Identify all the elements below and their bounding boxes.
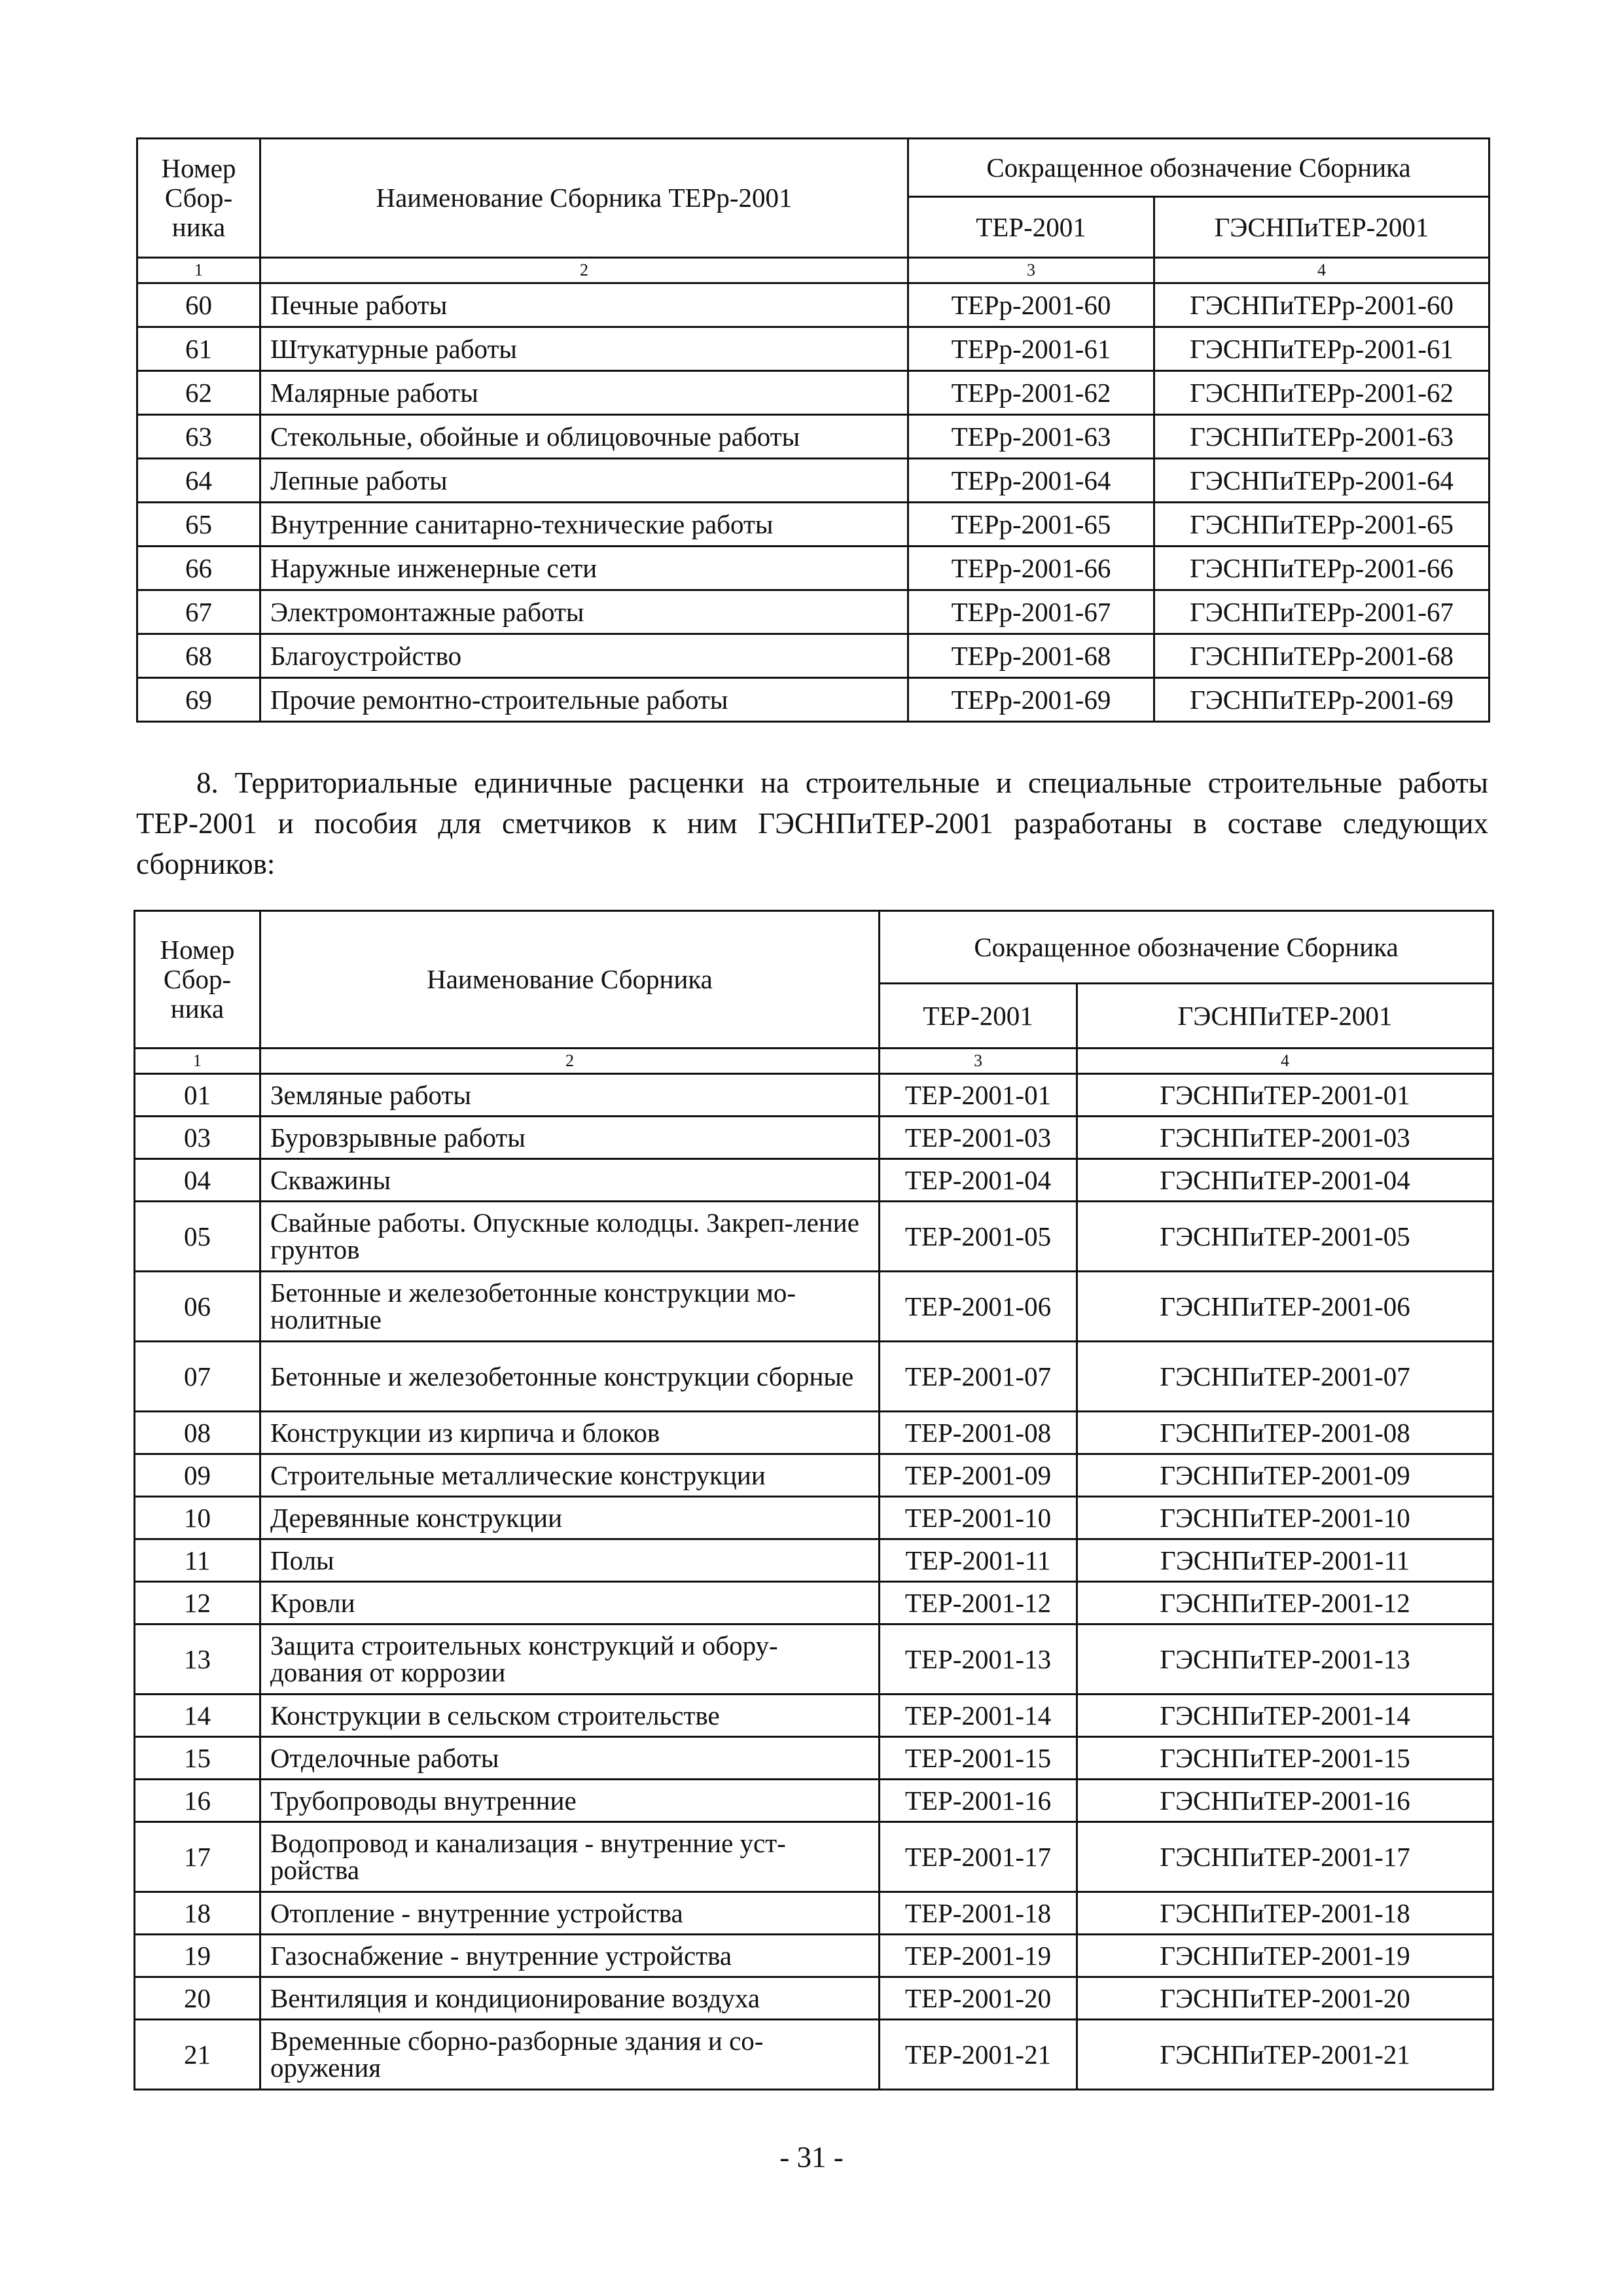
row-gesn-code: ГЭСНПиТЕР-2001-03 — [1077, 1117, 1493, 1159]
row-gesn-code: ГЭСНПиТЕР-2001-08 — [1077, 1412, 1493, 1454]
page-number: - 31 - — [779, 2141, 844, 2174]
row-ter-code: ТЕРр-2001-68 — [908, 634, 1154, 678]
row-ter-code: ТЕРр-2001-64 — [908, 459, 1154, 503]
row-ter-code: ТЕРр-2001-63 — [908, 415, 1154, 459]
row-gesn-code: ГЭСНПиТЕРр-2001-67 — [1154, 590, 1489, 634]
row-name: Прочие ремонтно-строительные работы — [260, 678, 908, 722]
table-row — [137, 590, 1489, 634]
row-gesn-code: ГЭСНПиТЕР-2001-06 — [1077, 1272, 1493, 1342]
row-ter-code: ТЕРр-2001-60 — [908, 283, 1154, 327]
column-index: 4 — [1154, 258, 1489, 283]
row-gesn-code: ГЭСНПиТЕРр-2001-65 — [1154, 503, 1489, 547]
row-number: 16 — [135, 1780, 260, 1822]
column-index: 3 — [880, 1049, 1077, 1074]
row-name: Бетонные и железобетонные конструкции мо-нолитные — [260, 1272, 880, 1342]
section-paragraph: 8. Территориальные единичные расценки на строительные и специальные строительные работы ТЕР-2001 и пособия для сметчиков к ним ГЭСНПиТЕР-2001 разработаны в составе следующих сборников: — [136, 766, 1488, 880]
table-row — [135, 1737, 1493, 1780]
row-ter-code: ТЕРр-2001-65 — [908, 503, 1154, 547]
row-name: Скважины — [260, 1159, 880, 1202]
row-ter-code: ТЕРр-2001-67 — [908, 590, 1154, 634]
row-gesn-code: ГЭСНПиТЕР-2001-16 — [1077, 1780, 1493, 1822]
row-ter-code: ТЕР-2001-08 — [880, 1412, 1077, 1454]
row-ter-code: ТЕР-2001-15 — [880, 1737, 1077, 1780]
header-name: Наименование Сборника — [260, 911, 880, 1049]
row-number: 63 — [137, 415, 260, 459]
row-gesn-code: ГЭСНПиТЕРр-2001-61 — [1154, 327, 1489, 371]
row-ter-code: ТЕР-2001-17 — [880, 1822, 1077, 1892]
table-row — [135, 1624, 1493, 1695]
row-ter-code: ТЕР-2001-04 — [880, 1159, 1077, 1202]
row-gesn-code: ГЭСНПиТЕР-2001-21 — [1077, 2020, 1493, 2090]
row-gesn-code: ГЭСНПиТЕР-2001-12 — [1077, 1582, 1493, 1624]
row-name: Защита строительных конструкций и обору-дования от коррозии — [260, 1624, 880, 1695]
table-row — [137, 371, 1489, 415]
row-number: 06 — [135, 1272, 260, 1342]
column-index-row — [137, 258, 1489, 283]
table-row — [135, 1342, 1493, 1412]
header-ter: ТЕР-2001 — [880, 984, 1077, 1049]
row-name: Свайные работы. Опускные колодцы. Закреп-ление грунтов — [260, 1202, 880, 1272]
row-ter-code: ТЕР-2001-18 — [880, 1892, 1077, 1935]
row-number: 60 — [137, 283, 260, 327]
row-number: 05 — [135, 1202, 260, 1272]
row-number: 13 — [135, 1624, 260, 1695]
row-number: 15 — [135, 1737, 260, 1780]
row-ter-code: ТЕР-2001-10 — [880, 1497, 1077, 1539]
row-ter-code: ТЕР-2001-20 — [880, 1977, 1077, 2020]
row-gesn-code: ГЭСНПиТЕР-2001-20 — [1077, 1977, 1493, 2020]
table-row — [137, 459, 1489, 503]
table-row — [135, 1935, 1493, 1977]
header-number: Номер Сбор-ника — [137, 139, 260, 258]
row-name: Лепные работы — [260, 459, 908, 503]
table-row — [137, 547, 1489, 590]
row-number: 19 — [135, 1935, 260, 1977]
row-name: Электромонтажные работы — [260, 590, 908, 634]
table-row — [135, 1272, 1493, 1342]
row-number: 68 — [137, 634, 260, 678]
row-ter-code: ТЕР-2001-16 — [880, 1780, 1077, 1822]
column-index: 2 — [260, 1049, 880, 1074]
table-row — [137, 327, 1489, 371]
row-ter-code: ТЕР-2001-06 — [880, 1272, 1077, 1342]
table-row — [135, 1497, 1493, 1539]
row-ter-code: ТЕР-2001-19 — [880, 1935, 1077, 1977]
row-name: Трубопроводы внутренние — [260, 1780, 880, 1822]
row-gesn-code: ГЭСНПиТЕРр-2001-66 — [1154, 547, 1489, 590]
row-name: Штукатурные работы — [260, 327, 908, 371]
table-row — [137, 678, 1489, 722]
row-ter-code: ТЕР-2001-01 — [880, 1074, 1077, 1117]
row-gesn-code: ГЭСНПиТЕР-2001-18 — [1077, 1892, 1493, 1935]
table-row — [135, 1412, 1493, 1454]
row-gesn-code: ГЭСНПиТЕРр-2001-60 — [1154, 283, 1489, 327]
row-name: Отопление - внутренние устройства — [260, 1892, 880, 1935]
row-number: 14 — [135, 1695, 260, 1737]
table-row — [137, 283, 1489, 327]
row-gesn-code: ГЭСНПиТЕРр-2001-64 — [1154, 459, 1489, 503]
row-number: 64 — [137, 459, 260, 503]
row-number: 12 — [135, 1582, 260, 1624]
row-number: 69 — [137, 678, 260, 722]
row-number: 61 — [137, 327, 260, 371]
row-gesn-code: ГЭСНПиТЕР-2001-04 — [1077, 1159, 1493, 1202]
table-row — [135, 1454, 1493, 1497]
column-index: 3 — [908, 258, 1154, 283]
table-row — [135, 1074, 1493, 1117]
row-number: 66 — [137, 547, 260, 590]
row-ter-code: ТЕР-2001-03 — [880, 1117, 1077, 1159]
column-index: 1 — [135, 1049, 260, 1074]
row-number: 07 — [135, 1342, 260, 1412]
table-row — [135, 1977, 1493, 2020]
row-gesn-code: ГЭСНПиТЕР-2001-13 — [1077, 1624, 1493, 1695]
row-number: 62 — [137, 371, 260, 415]
row-name: Благоустройство — [260, 634, 908, 678]
table-row — [135, 1159, 1493, 1202]
row-gesn-code: ГЭСНПиТЕР-2001-05 — [1077, 1202, 1493, 1272]
column-index: 2 — [260, 258, 908, 283]
row-number: 18 — [135, 1892, 260, 1935]
row-gesn-code: ГЭСНПиТЕР-2001-10 — [1077, 1497, 1493, 1539]
row-number: 11 — [135, 1539, 260, 1582]
row-gesn-code: ГЭСНПиТЕРр-2001-63 — [1154, 415, 1489, 459]
row-name: Земляные работы — [260, 1074, 880, 1117]
table-row — [137, 634, 1489, 678]
row-name: Конструкции в сельском строительстве — [260, 1695, 880, 1737]
row-name: Газоснабжение - внутренние устройства — [260, 1935, 880, 1977]
row-number: 01 — [135, 1074, 260, 1117]
row-number: 17 — [135, 1822, 260, 1892]
header-gesn: ГЭСНПиТЕР-2001 — [1077, 984, 1493, 1049]
row-ter-code: ТЕР-2001-21 — [880, 2020, 1077, 2090]
row-name: Стекольные, обойные и облицовочные работы — [260, 415, 908, 459]
row-gesn-code: ГЭСНПиТЕР-2001-09 — [1077, 1454, 1493, 1497]
row-gesn-code: ГЭСНПиТЕР-2001-15 — [1077, 1737, 1493, 1780]
row-name: Отделочные работы — [260, 1737, 880, 1780]
table-row — [135, 2020, 1493, 2090]
row-name: Наружные инженерные сети — [260, 547, 908, 590]
table-row — [135, 1780, 1493, 1822]
row-number: 65 — [137, 503, 260, 547]
row-name: Кровли — [260, 1582, 880, 1624]
row-name: Печные работы — [260, 283, 908, 327]
row-number: 67 — [137, 590, 260, 634]
table-row — [135, 1822, 1493, 1892]
table-row — [135, 1695, 1493, 1737]
row-number: 03 — [135, 1117, 260, 1159]
row-gesn-code: ГЭСНПиТЕР-2001-14 — [1077, 1695, 1493, 1737]
row-ter-code: ТЕРр-2001-62 — [908, 371, 1154, 415]
row-number: 10 — [135, 1497, 260, 1539]
column-index: 1 — [137, 258, 260, 283]
row-name: Конструкции из кирпича и блоков — [260, 1412, 880, 1454]
row-gesn-code: ГЭСНПиТЕР-2001-11 — [1077, 1539, 1493, 1582]
row-name: Внутренние санитарно-технические работы — [260, 503, 908, 547]
row-ter-code: ТЕР-2001-09 — [880, 1454, 1077, 1497]
header-gesn: ГЭСНПиТЕР-2001 — [1154, 197, 1489, 258]
row-name: Строительные металлические конструкции — [260, 1454, 880, 1497]
row-gesn-code: ГЭСНПиТЕРр-2001-62 — [1154, 371, 1489, 415]
header-ter: ТЕР-2001 — [908, 197, 1154, 258]
column-index: 4 — [1077, 1049, 1493, 1074]
row-ter-code: ТЕР-2001-07 — [880, 1342, 1077, 1412]
table-row — [137, 503, 1489, 547]
row-ter-code: ТЕР-2001-12 — [880, 1582, 1077, 1624]
row-gesn-code: ГЭСНПиТЕР-2001-19 — [1077, 1935, 1493, 1977]
row-name: Малярные работы — [260, 371, 908, 415]
row-ter-code: ТЕР-2001-11 — [880, 1539, 1077, 1582]
row-number: 04 — [135, 1159, 260, 1202]
row-number: 08 — [135, 1412, 260, 1454]
header-number: Номер Сбор-ника — [135, 911, 260, 1049]
row-name: Бетонные и железобетонные конструкции сборные — [260, 1342, 880, 1412]
row-gesn-code: ГЭСНПиТЕР-2001-07 — [1077, 1342, 1493, 1412]
column-index-row — [135, 1049, 1493, 1074]
table-row — [135, 1582, 1493, 1624]
row-ter-code: ТЕРр-2001-66 — [908, 547, 1154, 590]
table-row — [135, 1202, 1493, 1272]
row-name: Полы — [260, 1539, 880, 1582]
row-ter-code: ТЕР-2001-14 — [880, 1695, 1077, 1737]
row-name: Буровзрывные работы — [260, 1117, 880, 1159]
row-name: Временные сборно-разборные здания и со-оружения — [260, 2020, 880, 2090]
table-row — [135, 1539, 1493, 1582]
row-name: Вентиляция и кондиционирование воздуха — [260, 1977, 880, 2020]
row-gesn-code: ГЭСНПиТЕР-2001-01 — [1077, 1074, 1493, 1117]
header-name: Наименование Сборника ТЕРр-2001 — [260, 139, 908, 258]
row-number: 21 — [135, 2020, 260, 2090]
row-ter-code: ТЕР-2001-13 — [880, 1624, 1077, 1695]
row-gesn-code: ГЭСНПиТЕРр-2001-68 — [1154, 634, 1489, 678]
row-name: Деревянные конструкции — [260, 1497, 880, 1539]
header-short-designation: Сокращенное обозначение Сборника — [908, 139, 1489, 197]
collections-table-ter — [134, 910, 1494, 2090]
row-number: 09 — [135, 1454, 260, 1497]
header-short-designation: Сокращенное обозначение Сборника — [880, 911, 1493, 984]
row-name: Водопровод и канализация - внутренние уст-ройства — [260, 1822, 880, 1892]
table-row — [137, 415, 1489, 459]
table-row — [135, 1892, 1493, 1935]
row-ter-code: ТЕРр-2001-69 — [908, 678, 1154, 722]
row-number: 20 — [135, 1977, 260, 2020]
table-row — [135, 1117, 1493, 1159]
row-ter-code: ТЕРр-2001-61 — [908, 327, 1154, 371]
row-ter-code: ТЕР-2001-05 — [880, 1202, 1077, 1272]
row-gesn-code: ГЭСНПиТЕРр-2001-69 — [1154, 678, 1489, 722]
collections-table-terr — [136, 137, 1490, 723]
row-gesn-code: ГЭСНПиТЕР-2001-17 — [1077, 1822, 1493, 1892]
